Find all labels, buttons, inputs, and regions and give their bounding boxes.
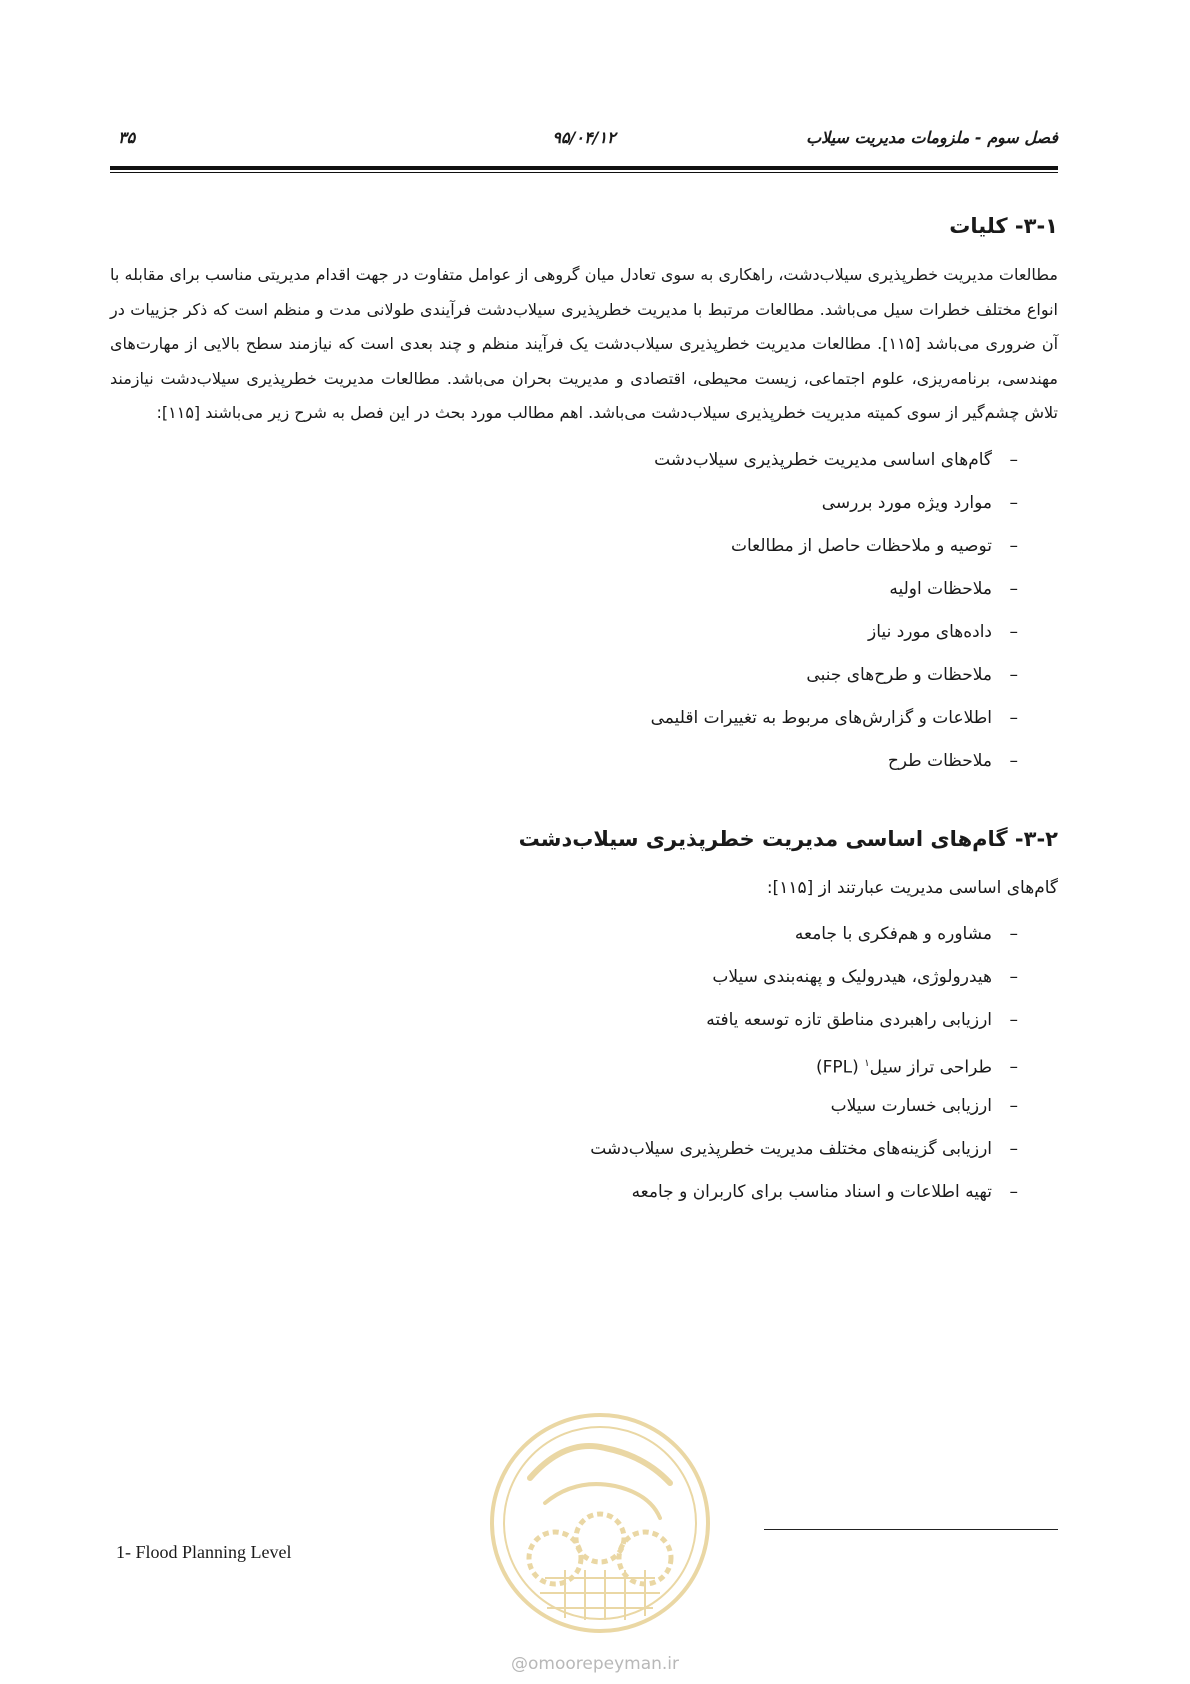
list-item: –گام‌های اساسی مدیریت خطرپذیری سیلاب‌دشت bbox=[654, 449, 1018, 470]
list-item: –تهیه اطلاعات و اسناد مناسب برای کاربران و جامعه bbox=[631, 1181, 1018, 1202]
basic-steps-intro: گام‌های اساسی مدیریت عبارتند از [۱۱۵]: bbox=[766, 877, 1058, 898]
footnote: 1- Flood Planning Level bbox=[116, 1542, 292, 1562]
general-paragraph: مطالعات مدیریت خطرپذیری سیلاب‌دشت، راهکاری به سوی تعادل میان گروهی از عوامل متفاوت در جهت اقدام مدیریتی مناسب برای مقابله با انواع مختلف خطرات سیل می‌باشد. مطالعات مرتبط با مدیریت خطرپذیری سیلاب‌دشت فرآیندی طولانی مدت و منظم است که ذکر جزییات در آن ضروری می‌باشد [۱۱۵]. مطالعات مدیریت خطرپذیری سیلاب‌دشت یک فرآیند منظم و چند بعدی است که نیازمند سطح بالایی از مهارت‌های مهندسی، برنامه‌ریزی، علوم اجتماعی، زیست محیطی، اقتصادی و مدیریت بحران می‌باشد. مطالعات مدیریت خطرپذیری سیلاب‌دشت نیازمند تلاش چشم‌گیر از سوی کمیته مدیریت خطرپذیری سیلاب‌دشت می‌باشد. اهم مطالب مورد بحث در این فصل به شرح زیر می‌باشند [۱۱۵]: bbox=[110, 265, 1059, 422]
list-item: –ملاحظات اولیه bbox=[889, 578, 1018, 599]
section-heading-general: ۳-۱- کلیات bbox=[949, 214, 1058, 238]
topics-list bbox=[110, 439, 1058, 783]
list-item: –هیدرولوژی، هیدرولیک و پهنه‌بندی سیلاب bbox=[712, 966, 1018, 987]
header-rule-thick bbox=[110, 166, 1058, 170]
list-item: –طراحی تراز سیل$^۱$ (FPL) bbox=[816, 1057, 1018, 1078]
section-heading-basic-steps: ۳-۲- گام‌های اساسی مدیریت خطرپذیری سیلاب‌دشت bbox=[518, 826, 1058, 851]
header-date: ۹۵/۰۴/۱۲ bbox=[552, 128, 616, 147]
header-rule-thin bbox=[110, 172, 1058, 173]
list-item: –ارزیابی گزینه‌های مختلف مدیریت خطرپذیری سیلاب‌دشت bbox=[590, 1138, 1018, 1159]
watermark-text: @omoorepeyman.ir bbox=[510, 1654, 680, 1674]
chapter-title: فصل سوم - ملزومات مدیریت سیلاب bbox=[806, 128, 1058, 147]
seal-logo bbox=[485, 1408, 715, 1638]
footnote-marker: ۱ bbox=[864, 1057, 870, 1069]
list-item: –ملاحظات طرح bbox=[887, 750, 1018, 771]
list-item: –داده‌های مورد نیاز bbox=[868, 621, 1018, 642]
page-body bbox=[110, 214, 1058, 1214]
page-number: ۳۵ bbox=[118, 128, 136, 147]
list-item: –توصیه و ملاحظات حاصل از مطالعات bbox=[730, 535, 1018, 556]
list-item: –ارزیابی راهبردی مناطق تازه توسعه یافته bbox=[706, 1009, 1018, 1030]
steps-list bbox=[110, 913, 1058, 1214]
page-header bbox=[110, 128, 1058, 154]
list-item: –ارزیابی خسارت سیلاب bbox=[830, 1095, 1018, 1116]
list-item: –موارد ویژه مورد بررسی bbox=[821, 492, 1018, 513]
footnote-rule bbox=[764, 1529, 1058, 1530]
list-item: –اطلاعات و گزارش‌های مربوط به تغییرات اقلیمی bbox=[650, 707, 1018, 728]
list-item: –مشاوره و هم‌فکری با جامعه bbox=[794, 923, 1018, 944]
list-item: –ملاحظات و طرح‌های جنبی bbox=[806, 664, 1018, 685]
